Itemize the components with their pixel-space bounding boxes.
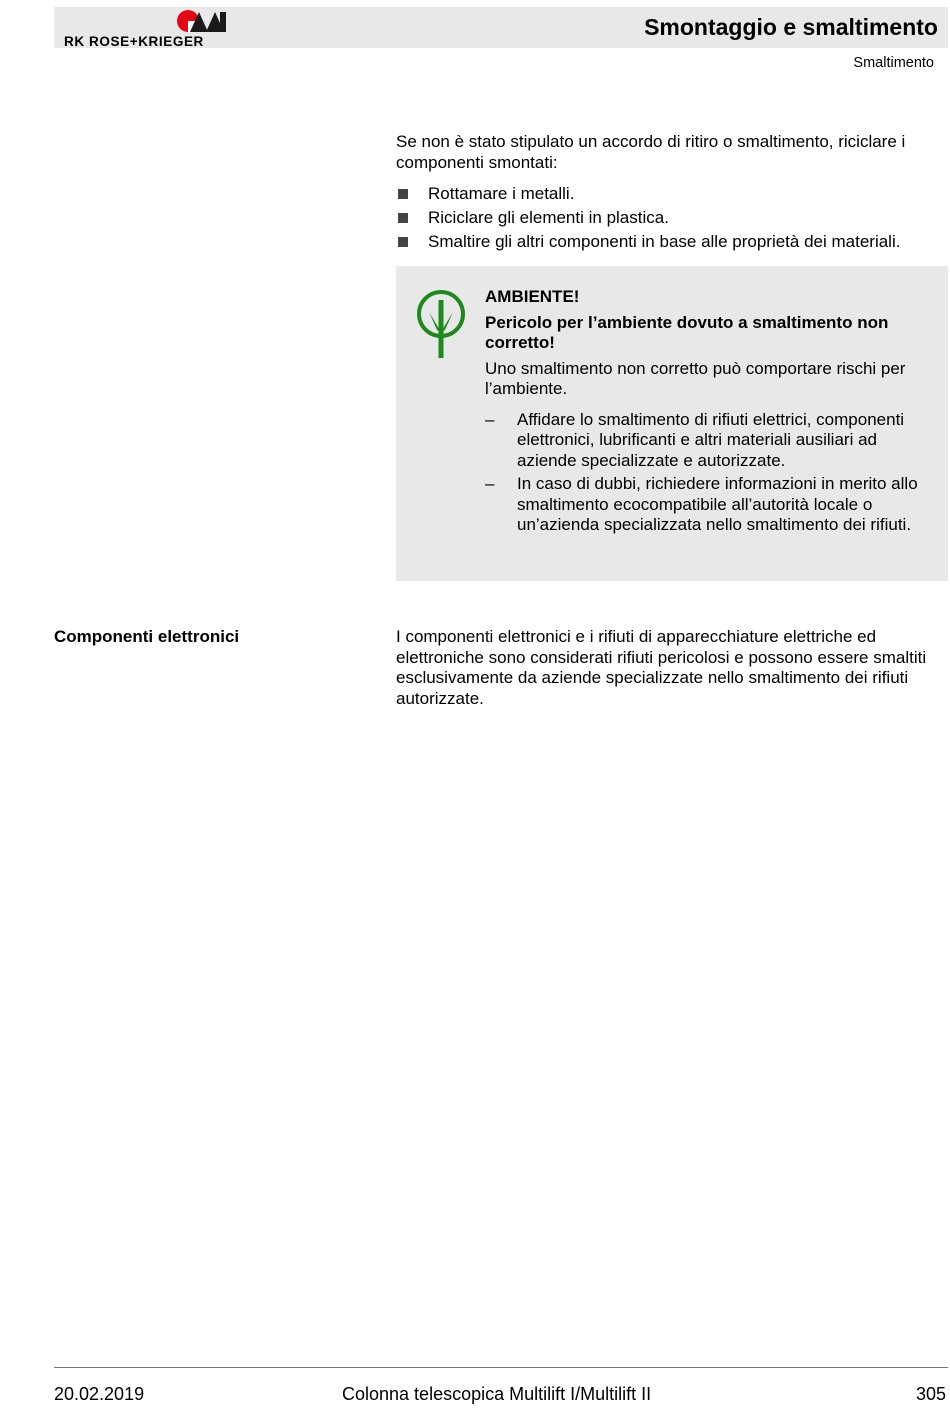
list-item-text: In caso di dubbi, richiedere informazioni in merito allo smaltimento ecocompatibile all’autorità locale o un’azienda specializzata nello smaltimento dei rifiuti. <box>517 474 918 534</box>
footer-date: 20.02.2019 <box>54 1384 145 1404</box>
tree-environment-icon <box>416 288 466 358</box>
page-title: Smontaggio e smaltimento <box>644 14 938 40</box>
environment-notice <box>396 266 948 581</box>
notice-body <box>485 287 935 539</box>
list-item <box>485 410 935 472</box>
section-heading: Componenti elettronici <box>54 627 240 646</box>
list-item <box>396 184 948 205</box>
list-item <box>396 232 948 253</box>
dash-bullet: – <box>485 409 495 429</box>
list-item-text: Affidare lo smaltimento di rifiuti elettrici, componenti elettronici, lubrificanti e altri materiali ausiliari ad aziende specializzate e autorizzate. <box>517 409 905 470</box>
footer-product: Colonna telescopica Multilift I/Multilift II <box>342 1384 652 1404</box>
logo-text: RK ROSE+KRIEGER <box>64 34 204 49</box>
page-subtitle: Smaltimento <box>853 55 934 71</box>
electronics-text: I componenti elettronici e i rifiuti di apparecchiature elettriche ed elettroniche sono considerati rifiuti pericolosi e possono essere smaltiti esclusivamente da aziende specializzate nello smaltimento dei rifiuti autorizzate. <box>396 627 927 708</box>
electronics-section <box>396 627 948 709</box>
bullet-list <box>396 184 948 253</box>
intro-text: Se non è stato stipulato un accordo di ritiro o smaltimento, riciclare i componenti smontati: <box>396 132 906 172</box>
list-item-text: Smaltire gli altri componenti in base alle proprietà dei materiali. <box>428 232 901 251</box>
notice-description: Uno smaltimento non corretto può comportare rischi per l’ambiente. <box>485 358 906 398</box>
square-bullet-icon <box>398 213 408 223</box>
notice-keyword: AMBIENTE! <box>485 287 580 306</box>
list-item <box>396 208 948 229</box>
list-item-text: Riciclare gli elementi in plastica. <box>428 208 669 227</box>
intro-section <box>396 132 948 256</box>
notice-subtitle: Pericolo per l’ambiente dovuto a smaltimento non corretto! <box>485 312 889 352</box>
list-item <box>485 474 935 536</box>
logo-mark-icon <box>62 10 230 34</box>
notice-instruction-list <box>485 410 935 536</box>
square-bullet-icon <box>398 189 408 199</box>
footer-divider <box>54 1367 948 1368</box>
company-logo <box>62 10 230 50</box>
list-item-text: Rottamare i metalli. <box>428 184 575 203</box>
square-bullet-icon <box>398 237 408 247</box>
dash-bullet: – <box>485 474 495 493</box>
page-number: 305 <box>915 1384 946 1404</box>
